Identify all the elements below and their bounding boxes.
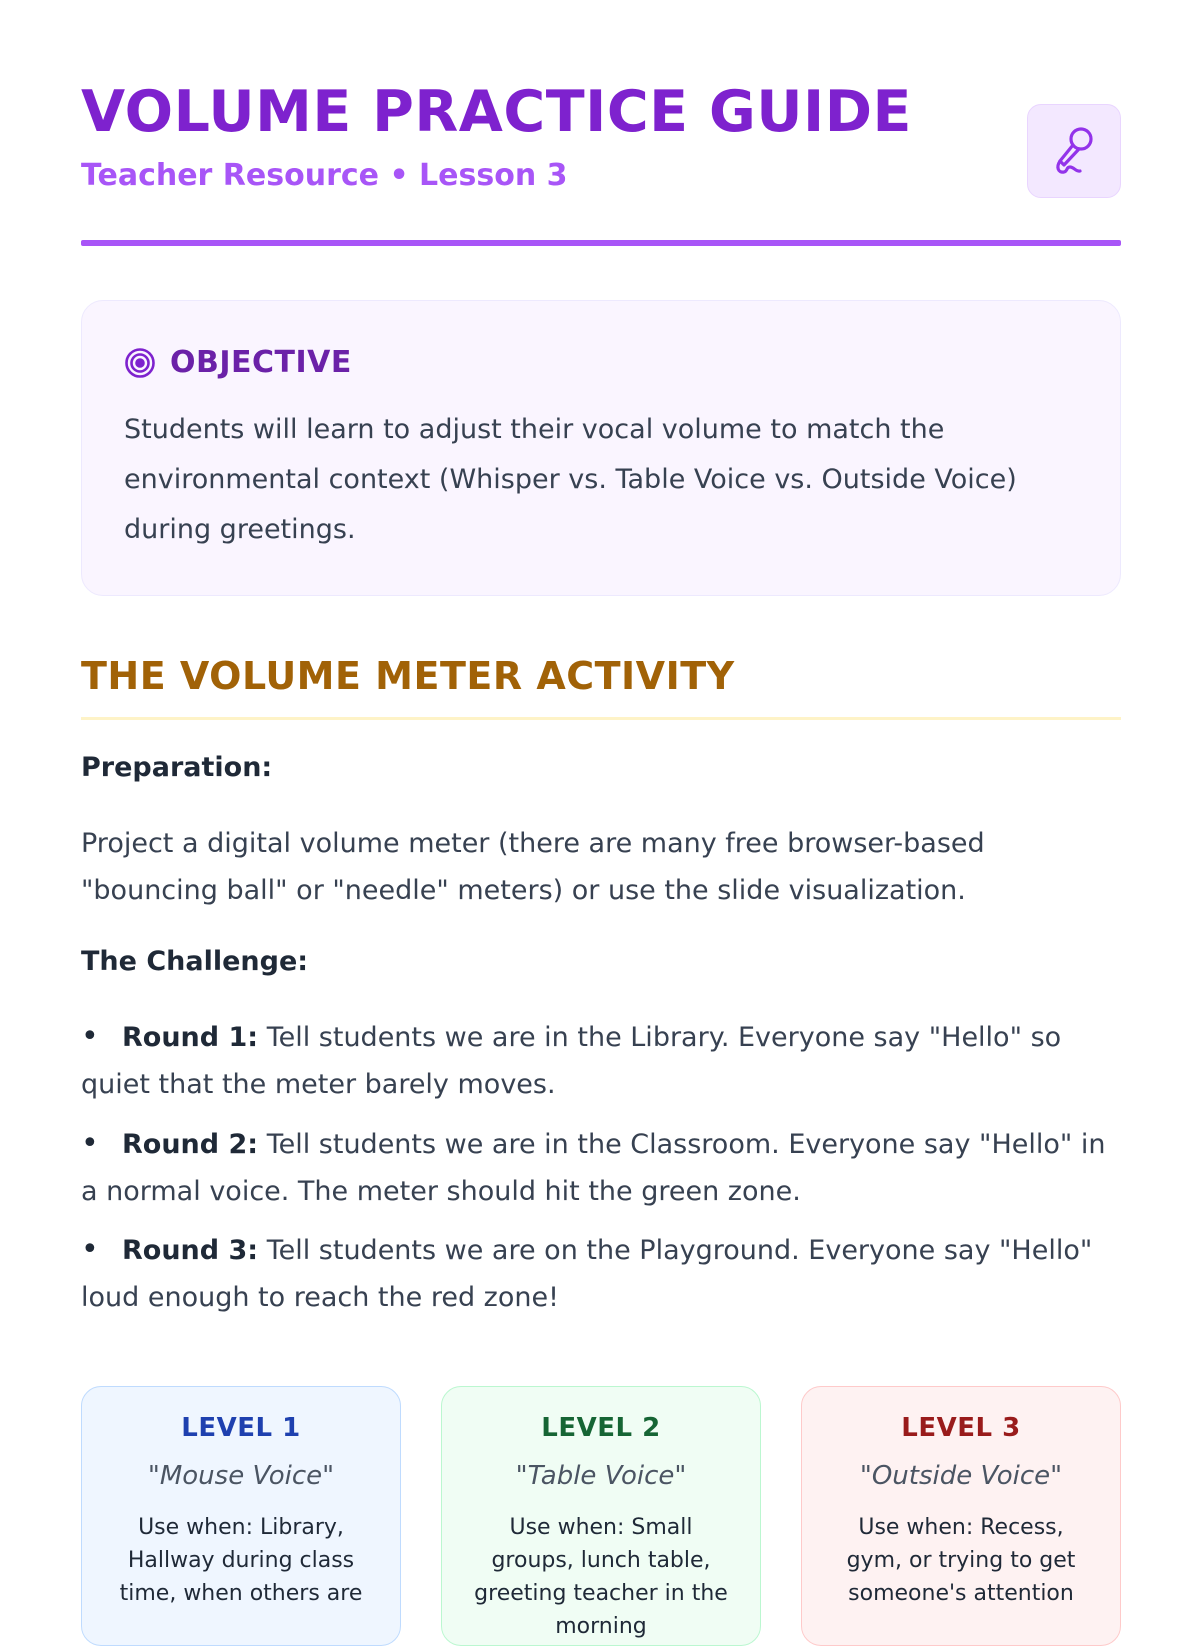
bullet-dot: • [81,1019,99,1054]
page-subtitle: Teacher Resource • Lesson 3 [81,158,568,193]
bullet-dot: • [81,1232,99,1267]
level-card-3 [801,1386,1121,1646]
target-icon [124,347,156,379]
header-divider [81,240,1121,246]
level-card-2 [441,1386,761,1646]
activity-section-title: THE VOLUME METER ACTIVITY [81,654,735,698]
voice-name: "Outside Voice" [859,1461,1063,1491]
level-usage: Use when: Small groups, lunch table, greeting teacher in the morning [474,1515,728,1639]
round-text: Tell students we are in the Library. Everyone say "Hello" so quiet that the meter barely moves. [81,1022,1062,1100]
level-title: LEVEL 1 [181,1413,301,1443]
voice-name: "Table Voice" [515,1461,687,1491]
objective-text: Students will learn to adjust their vocal volume to match the environmental context (Whisper vs. Table Voice vs. Outside Voice) during greetings. [124,414,1017,545]
microphone-icon [1052,125,1096,177]
level-title: LEVEL 3 [901,1413,1021,1443]
microphone-badge [1027,104,1121,198]
page-title: VOLUME PRACTICE GUIDE [81,79,912,145]
section-divider [81,717,1121,720]
bullet-dot: • [81,1126,99,1161]
list-item [81,1013,1121,1108]
level-usage: Use when: Recess, gym, or trying to get someone's attention [846,1515,1076,1606]
level-usage: Use when: Library, Hallway during class time, when others are [119,1515,363,1606]
level-title: LEVEL 2 [541,1413,661,1443]
round-label: Round 3: [122,1235,259,1266]
round-label: Round 2: [122,1129,259,1160]
objective-card [81,300,1121,596]
page-header [81,78,1121,248]
round-text: Tell students we are in the Classroom. Everyone say "Hello" in a normal voice. The meter should hit the green zone. [81,1129,1106,1207]
challenge-label: The Challenge: [81,946,309,977]
list-item [81,1120,1121,1215]
voice-name: "Mouse Voice" [147,1461,335,1491]
level-card-1 [81,1386,401,1646]
list-item [81,1226,1121,1321]
preparation-text: Project a digital volume meter (there are many free browser-based "bouncing ball" or "needle" meters) or use the slide visualization. [81,828,985,906]
objective-title: OBJECTIVE [170,345,352,380]
round-label: Round 1: [122,1022,259,1053]
objective-heading [124,345,352,380]
round-text: Tell students we are on the Playground. Everyone say "Hello" loud enough to reach the red zone! [81,1235,1093,1313]
preparation-label: Preparation: [81,752,273,783]
